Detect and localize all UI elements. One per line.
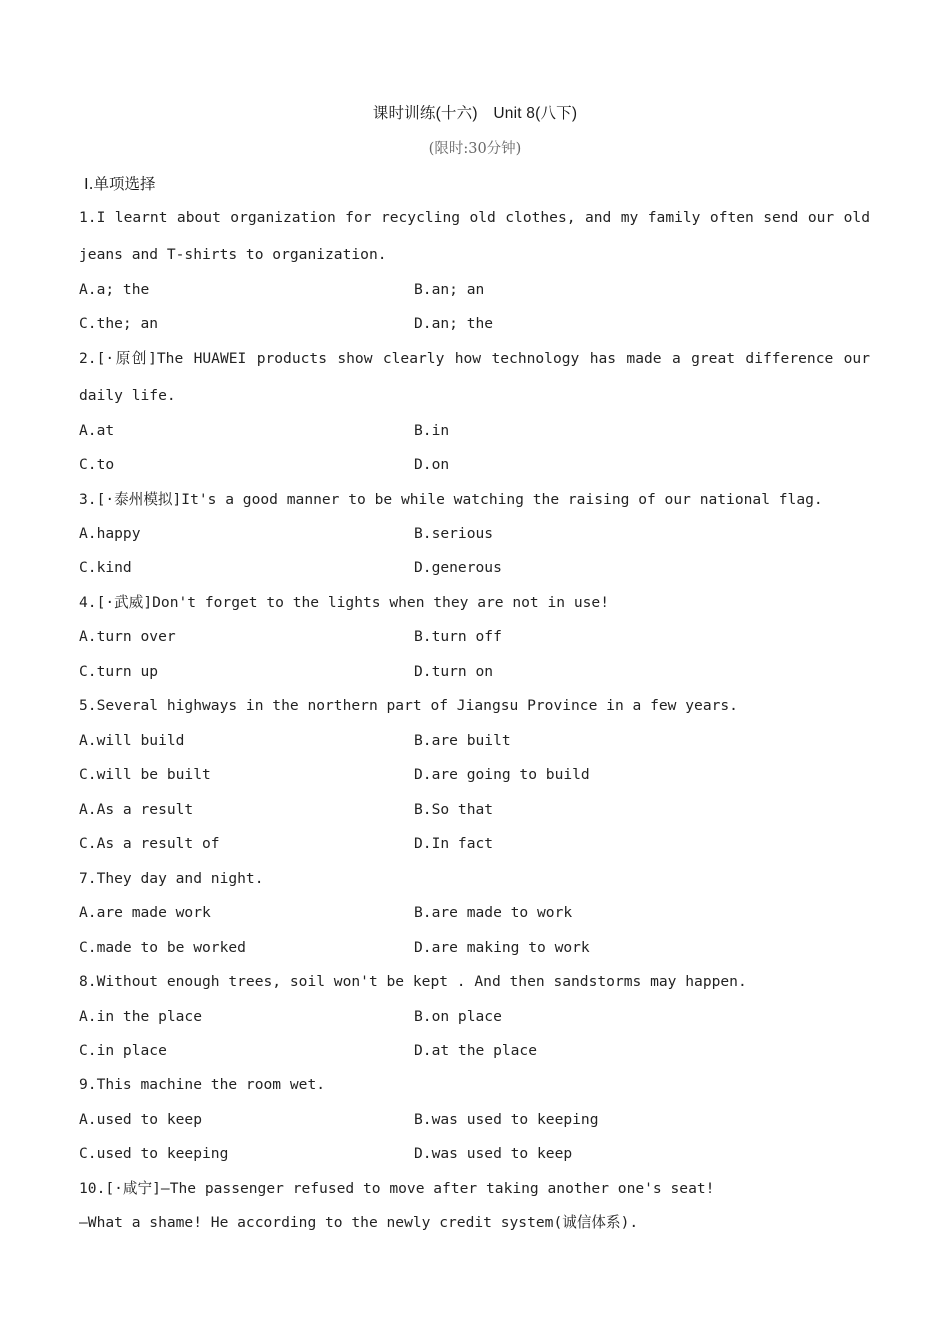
question-9-option-a: A.used to keep: [79, 1111, 203, 1128]
question-4-option-a: A.turn over: [79, 628, 176, 645]
question-4-option-c: C.turn up: [79, 663, 159, 680]
question-7-option-b: B.are made to work: [414, 904, 573, 921]
question-10-stem-line-1: 10.[·咸宁]—The passenger refused to move after taking another one's seat!: [79, 1180, 715, 1197]
question-5-option-a: A.will build: [79, 732, 185, 749]
question-7-option-c: C.made to be worked: [79, 939, 246, 956]
question-4-stem: 4.[·武威]Don't forget to the lights when they are not in use!: [79, 594, 609, 611]
question-5-option-c: C.will be built: [79, 766, 211, 783]
question-6-option-d: D.In fact: [414, 835, 494, 852]
section-heading: Ⅰ.单项选择: [84, 175, 156, 193]
question-8-stem: 8.Without enough trees, soil won't be kept . And then sandstorms may happen.: [79, 973, 747, 990]
question-1-option-d: D.an; the: [414, 315, 494, 332]
question-7-option-d: D.are making to work: [414, 939, 590, 956]
question-1-stem-line-2: jeans and T-shirts to organization.: [79, 246, 387, 263]
question-9-option-c: C.used to keeping: [79, 1145, 229, 1162]
question-2-stem-line-2: daily life.: [79, 387, 176, 404]
question-9-option-b: B.was used to keeping: [414, 1111, 599, 1128]
question-8-option-d: D.at the place: [414, 1042, 538, 1059]
question-3-option-c: C.kind: [79, 559, 132, 576]
question-6-option-c: C.As a result of: [79, 835, 220, 852]
question-4-option-d: D.turn on: [414, 663, 494, 680]
question-6-option-b: B.So that: [414, 801, 494, 818]
question-2-option-c: C.to: [79, 456, 115, 473]
question-9-option-d: D.was used to keep: [414, 1145, 573, 1162]
page-title: 课时训练(十六) Unit 8(八下): [372, 105, 578, 122]
question-8-option-a: A.in the place: [79, 1008, 203, 1025]
question-1-stem-line-1: 1.I learnt about organization for recycling old clothes, and my family often send our old: [79, 209, 870, 226]
question-2-option-a: A.at: [79, 422, 115, 439]
question-2-stem-line-1: 2.[·原创]The HUAWEI products show clearly how technology has made a great difference our: [79, 350, 870, 367]
question-6-option-a: A.As a result: [79, 801, 194, 818]
question-8-option-b: B.on place: [414, 1008, 502, 1025]
question-3-option-b: B.serious: [414, 525, 494, 542]
question-3-stem: 3.[·泰州模拟]It's a good manner to be while watching the raising of our national flag.: [79, 491, 823, 508]
question-3-option-d: D.generous: [414, 559, 502, 576]
question-1-option-a: A.a; the: [79, 281, 150, 298]
question-3-option-a: A.happy: [79, 525, 141, 542]
question-4-option-b: B.turn off: [414, 628, 502, 645]
question-7-stem: 7.They day and night.: [79, 870, 264, 887]
question-7-option-a: A.are made work: [79, 904, 211, 921]
question-5-stem: 5.Several highways in the northern part of Jiangsu Province in a few years.: [79, 697, 738, 714]
question-5-option-b: B.are built: [414, 732, 511, 749]
question-1-option-c: C.the; an: [79, 315, 159, 332]
question-10-stem-line-2: —What a shame! He according to the newly credit system(诚信体系).: [79, 1214, 639, 1231]
question-5-option-d: D.are going to build: [414, 766, 590, 783]
question-2-option-b: B.in: [414, 422, 450, 439]
question-1-option-b: B.an; an: [414, 281, 485, 298]
time-limit: (限时:30分钟): [428, 141, 522, 157]
question-9-stem: 9.This machine the room wet.: [79, 1076, 326, 1093]
question-2-option-d: D.on: [414, 456, 450, 473]
question-8-option-c: C.in place: [79, 1042, 167, 1059]
